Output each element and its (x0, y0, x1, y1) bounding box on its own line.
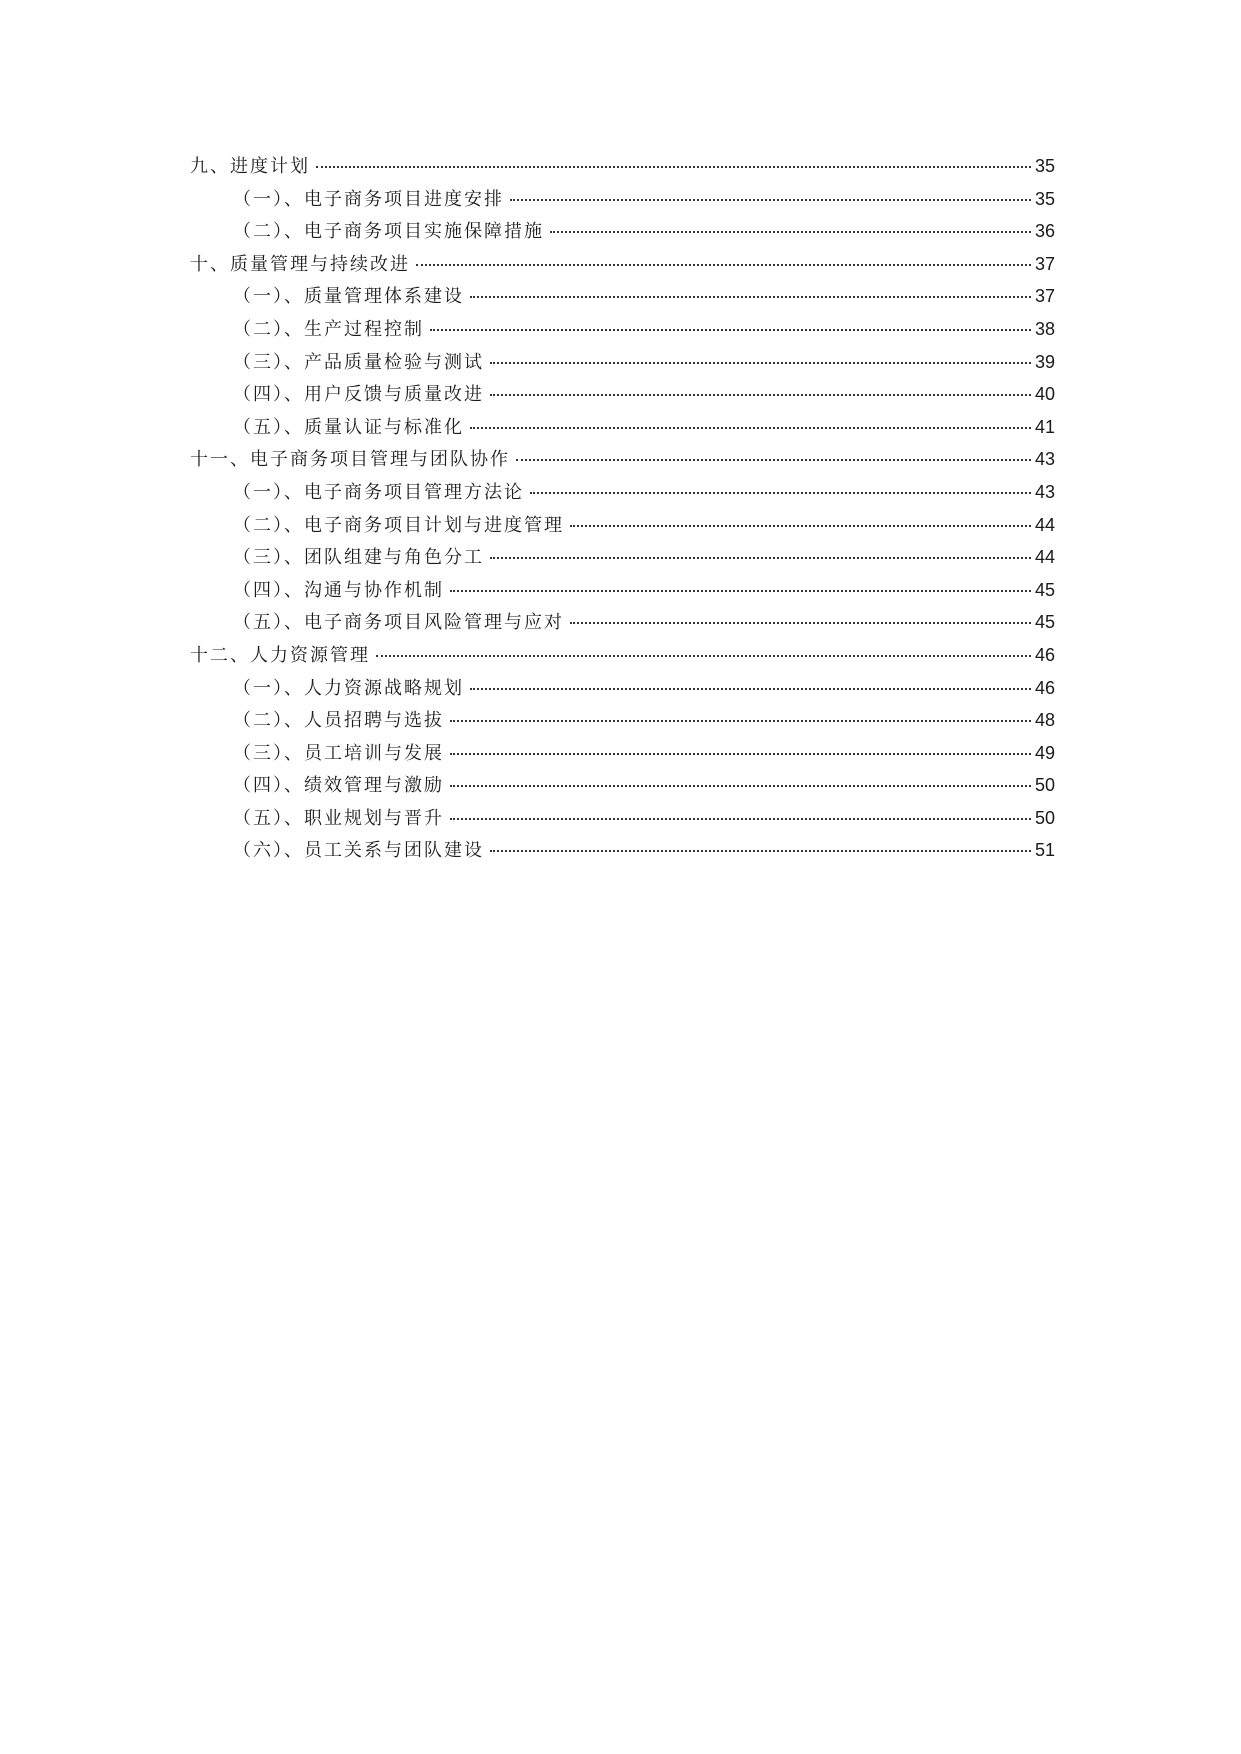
toc-section-entry[interactable] (190, 576, 1055, 609)
toc-page-number: 45 (1034, 579, 1055, 600)
toc-page-number: 43 (1034, 449, 1055, 470)
toc-section-entry[interactable] (190, 739, 1055, 772)
toc-entry-title: （一）、电子商务项目进度安排 (233, 188, 504, 210)
toc-dot-leader (570, 525, 1031, 527)
toc-dot-leader (530, 492, 1031, 494)
toc-section-entry[interactable] (190, 706, 1055, 739)
toc-dot-leader (470, 296, 1031, 298)
toc-dot-leader (490, 557, 1031, 559)
toc-section-entry[interactable] (190, 836, 1055, 869)
toc-page-number: 35 (1034, 156, 1055, 176)
toc-dot-leader (470, 688, 1031, 690)
toc-entry-title: （四）、绩效管理与激励 (233, 775, 444, 797)
toc-entry-title: （二）、电子商务项目实施保障措施 (233, 221, 544, 243)
toc-section-entry[interactable] (190, 511, 1055, 544)
toc-section-entry[interactable] (190, 282, 1055, 315)
toc-section-entry[interactable] (190, 771, 1055, 804)
toc-chapter-entry[interactable] (190, 445, 1055, 478)
toc-page-number: 44 (1034, 547, 1055, 568)
toc-entry-title: （五）、职业规划与晋升 (233, 807, 444, 829)
toc-entry-title: （一）、电子商务项目管理方法论 (233, 481, 524, 503)
toc-chapter-entry[interactable] (190, 250, 1055, 283)
toc-dot-leader (450, 720, 1031, 722)
toc-section-entry[interactable] (190, 315, 1055, 348)
toc-page-number: 44 (1034, 514, 1055, 535)
toc-page-number: 40 (1034, 384, 1055, 405)
toc-entry-title: 九、进度计划 (190, 156, 310, 177)
toc-page-number: 41 (1034, 416, 1055, 437)
toc-dot-leader (416, 264, 1031, 266)
toc-page-number: 37 (1034, 286, 1055, 307)
toc-dot-leader (430, 329, 1031, 331)
toc-page-number: 45 (1034, 612, 1055, 633)
toc-dot-leader (450, 785, 1031, 787)
toc-page-number: 46 (1034, 677, 1055, 698)
toc-entry-title: （二）、电子商务项目计划与进度管理 (233, 514, 564, 536)
toc-section-entry[interactable] (190, 185, 1055, 218)
toc-entry-title: （五）、质量认证与标准化 (233, 416, 464, 438)
toc-page-number: 38 (1034, 318, 1055, 339)
toc-chapter-entry[interactable] (190, 641, 1055, 674)
toc-page-number: 39 (1034, 351, 1055, 372)
toc-dot-leader (510, 199, 1031, 201)
toc-entry-title: （六）、员工关系与团队建设 (233, 840, 484, 862)
toc-entry-title: （三）、产品质量检验与测试 (233, 351, 484, 373)
toc-page-number: 35 (1034, 188, 1055, 209)
toc-dot-leader (550, 231, 1031, 233)
toc-dot-leader (490, 850, 1031, 852)
toc-entry-title: 十一、电子商务项目管理与团队协作 (190, 449, 510, 471)
toc-dot-leader (450, 590, 1031, 592)
toc-section-entry[interactable] (190, 608, 1055, 641)
toc-section-entry[interactable] (190, 413, 1055, 446)
toc-dot-leader (490, 362, 1031, 364)
toc-page-number: 50 (1034, 775, 1055, 796)
toc-page-number: 48 (1034, 710, 1055, 731)
toc-dot-leader (376, 655, 1031, 657)
toc-section-entry[interactable] (190, 674, 1055, 707)
toc-page-number: 37 (1034, 253, 1055, 274)
toc-page-number: 51 (1034, 840, 1055, 861)
toc-page-number: 50 (1034, 807, 1055, 828)
toc-entry-title: （一）、人力资源战略规划 (233, 677, 464, 699)
toc-entry-title: 十二、人力资源管理 (190, 644, 370, 666)
toc-dot-leader (470, 427, 1031, 429)
toc-entry-title: （三）、员工培训与发展 (233, 742, 444, 764)
toc-page-number: 36 (1034, 221, 1055, 242)
toc-entry-title: （五）、电子商务项目风险管理与应对 (233, 612, 564, 634)
toc-section-entry[interactable] (190, 348, 1055, 381)
toc-dot-leader (450, 753, 1031, 755)
toc-entry-title: （四）、用户反馈与质量改进 (233, 384, 484, 406)
toc-dot-leader (516, 459, 1031, 461)
toc-section-entry[interactable] (190, 380, 1055, 413)
toc-section-entry[interactable] (190, 478, 1055, 511)
toc-entry-title: （二）、人员招聘与选拔 (233, 710, 444, 732)
toc-dot-leader (450, 818, 1031, 820)
toc-page-number: 46 (1034, 644, 1055, 665)
toc-dot-leader (316, 166, 1031, 168)
toc-entry-title: （三）、团队组建与角色分工 (233, 547, 484, 569)
table-of-contents (190, 152, 1055, 869)
toc-dot-leader (490, 394, 1031, 396)
toc-section-entry[interactable] (190, 804, 1055, 837)
toc-entry-title: （四）、沟通与协作机制 (233, 579, 444, 601)
toc-entry-title: 十、质量管理与持续改进 (190, 253, 410, 275)
toc-entry-title: （一）、质量管理体系建设 (233, 286, 464, 308)
toc-entry-title: （二）、生产过程控制 (233, 318, 424, 340)
toc-page-number: 43 (1034, 481, 1055, 502)
toc-page-number: 49 (1034, 742, 1055, 763)
toc-section-entry[interactable] (190, 217, 1055, 250)
toc-chapter-entry[interactable] (190, 152, 1055, 185)
toc-dot-leader (570, 622, 1031, 624)
toc-section-entry[interactable] (190, 543, 1055, 576)
